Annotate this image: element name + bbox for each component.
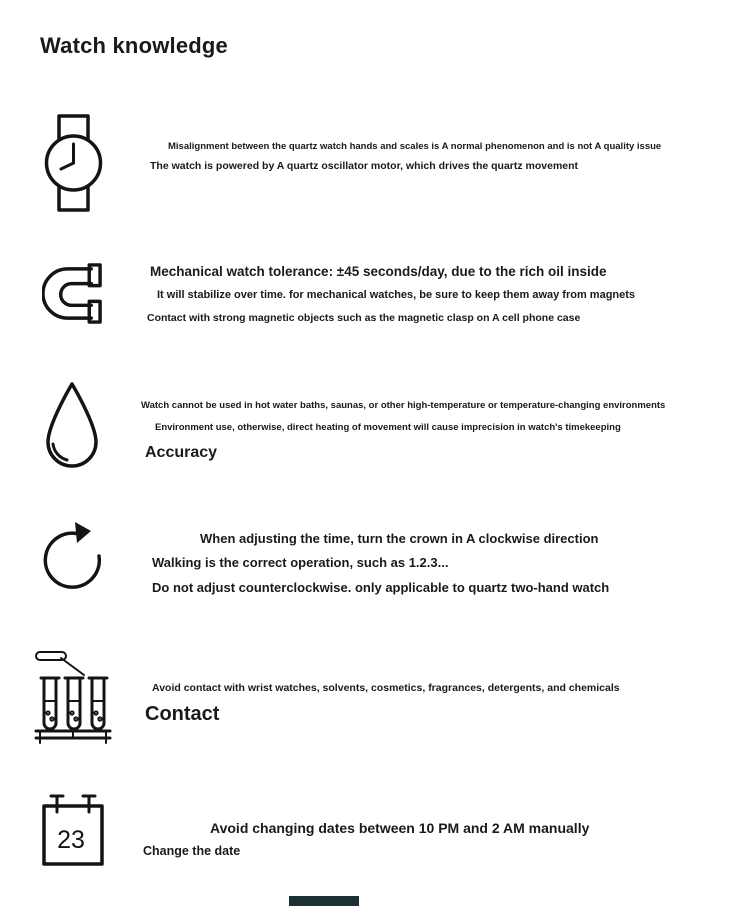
- text-line: Walking is the correct operation, such as 1.2.3...: [152, 555, 449, 571]
- text-line: Accuracy: [145, 443, 218, 461]
- magnet-icon: [42, 262, 105, 325]
- text-line: Contact: [145, 703, 220, 726]
- wristwatch-icon: [42, 113, 105, 213]
- page-title: Watch knowledge: [40, 33, 228, 58]
- clockwise-arrow-icon: [38, 518, 110, 600]
- test-tubes-icon: [34, 645, 112, 745]
- calendar-icon: [40, 790, 106, 870]
- text-line: When adjusting the time, turn the crown in A clockwise direction: [200, 531, 599, 546]
- section-accuracy-text: [140, 400, 665, 463]
- text-line: Environment use, otherwise, direct heating of movement will cause imprecision in watch's timekeeping: [155, 421, 621, 433]
- text-line: Avoid contact with wrist watches, solvents, cosmetics, fragrances, detergents, and chemicals: [152, 682, 620, 694]
- text-line: Change the date: [143, 843, 241, 858]
- text-line: Contact with strong magnetic objects such as the magnetic clasp on A cell phone case: [147, 311, 581, 324]
- water-drop-icon: [40, 378, 104, 480]
- text-line: Do not adjust counterclockwise. only applicable to quartz two-hand watch: [152, 579, 610, 595]
- section-magnet-text: [140, 264, 635, 325]
- section-contact-text: [140, 682, 620, 727]
- text-line: Mechanical watch tolerance: ±45 seconds/day, due to the rich oil inside: [150, 264, 607, 279]
- text-line: The watch is powered by A quartz oscillator motor, which drives the quartz movement: [150, 159, 579, 172]
- text-line: It will stabilize over time. for mechanical watches, be sure to keep them away from magnets: [157, 288, 636, 301]
- text-line: Avoid changing dates between 10 PM and 2 AM manually: [210, 820, 590, 836]
- text-line: Misalignment between the quartz watch hands and scales is A normal phenomenon and is not A quality issue: [168, 141, 662, 152]
- calendar-day-number: 23: [57, 826, 85, 854]
- footer-indicator-bar: [289, 896, 359, 906]
- text-line: Watch cannot be used in hot water baths, saunas, or other high-temperature or temperature-changing environments: [141, 400, 666, 411]
- section-date-text: [140, 820, 589, 859]
- section-time-setting-text: [140, 531, 609, 596]
- section-quartz-text: [140, 141, 661, 173]
